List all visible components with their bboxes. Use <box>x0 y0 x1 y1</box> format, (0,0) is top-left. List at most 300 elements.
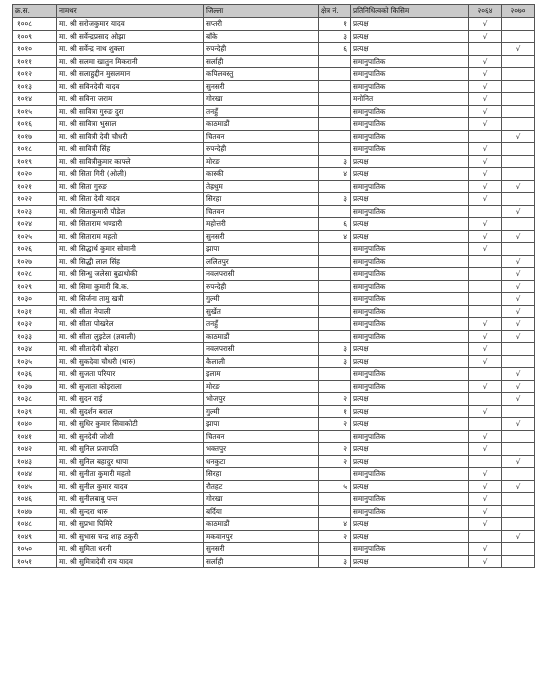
representation-type: समानुपातिक <box>351 68 469 81</box>
check-2070 <box>502 155 535 168</box>
representation-type: समानुपातिक <box>351 118 469 131</box>
check-2070 <box>502 468 535 481</box>
constituency-number: ३ <box>319 193 351 206</box>
constituency-number <box>319 143 351 156</box>
serial-number: १०२३ <box>13 205 57 218</box>
representation-type: प्रत्यक्ष <box>351 18 469 31</box>
member-name: मा. श्री सुमिता धरनी <box>57 543 204 556</box>
constituency-number: २ <box>319 393 351 406</box>
constituency-number <box>319 80 351 93</box>
check-2070: √ <box>502 480 535 493</box>
representation-type: समानुपातिक <box>351 368 469 381</box>
member-name: मा. श्री सुदर्शन बराल <box>57 405 204 418</box>
representation-type: प्रत्यक्ष <box>351 443 469 456</box>
member-name: मा. श्री सविना जराम <box>57 93 204 106</box>
member-name: मा. श्री सीता नेपाली <box>57 305 204 318</box>
serial-number: १०११ <box>13 55 57 68</box>
table-row <box>13 493 535 506</box>
check-2070 <box>502 143 535 156</box>
check-2064: √ <box>469 155 502 168</box>
check-2064: √ <box>469 480 502 493</box>
constituency-number: ३ <box>319 343 351 356</box>
district: सुनसरी <box>204 230 319 243</box>
constituency-number: १ <box>319 405 351 418</box>
district: तनहुँ <box>204 105 319 118</box>
serial-number: १०४० <box>13 418 57 431</box>
header-year-2064: २०६४ <box>469 5 502 18</box>
constituency-number <box>319 330 351 343</box>
district: बाँके <box>204 30 319 43</box>
check-2070: √ <box>502 230 535 243</box>
check-2070: √ <box>502 280 535 293</box>
serial-number: १०१८ <box>13 143 57 156</box>
check-2064: √ <box>469 555 502 568</box>
check-2070: √ <box>502 368 535 381</box>
check-2070 <box>502 343 535 356</box>
check-2070: √ <box>502 180 535 193</box>
check-2070: √ <box>502 305 535 318</box>
member-name: मा. श्री सुनिल बहादुर थापा <box>57 455 204 468</box>
check-2070: √ <box>502 293 535 306</box>
constituency-number <box>319 243 351 256</box>
check-2064: √ <box>469 180 502 193</box>
constituency-number <box>319 255 351 268</box>
district: बर्दिया <box>204 505 319 518</box>
district: सिरहा <box>204 193 319 206</box>
representation-type: मनोनित <box>351 93 469 106</box>
check-2070 <box>502 18 535 31</box>
representation-type: प्रत्यक्ष <box>351 480 469 493</box>
check-2064: √ <box>469 330 502 343</box>
check-2064 <box>469 368 502 381</box>
table-row <box>13 468 535 481</box>
check-2064: √ <box>469 405 502 418</box>
serial-number: १०४३ <box>13 455 57 468</box>
district: नवलपरासी <box>204 268 319 281</box>
check-2070 <box>502 543 535 556</box>
member-name: मा. श्री सरोजकुमार यादव <box>57 18 204 31</box>
member-name: मा. श्री सिद्धी लाल सिंह <box>57 255 204 268</box>
check-2064: √ <box>469 168 502 181</box>
table-row <box>13 30 535 43</box>
constituency-number <box>319 305 351 318</box>
member-name: मा. श्री सिताकुमारी पौडेल <box>57 205 204 218</box>
representation-type: समानुपातिक <box>351 243 469 256</box>
constituency-number: ६ <box>319 43 351 56</box>
representation-type: प्रत्यक्ष <box>351 455 469 468</box>
table-row <box>13 480 535 493</box>
table-row <box>13 168 535 181</box>
table-row <box>13 55 535 68</box>
check-2064: √ <box>469 443 502 456</box>
table-row <box>13 80 535 93</box>
representation-type: प्रत्यक्ष <box>351 355 469 368</box>
table-row <box>13 380 535 393</box>
representation-type: समानुपातिक <box>351 305 469 318</box>
check-2070: √ <box>502 330 535 343</box>
member-name: मा. श्री सिन्धु जलेसा बुढाथोकी <box>57 268 204 281</box>
check-2064: √ <box>469 105 502 118</box>
table-row <box>13 155 535 168</box>
serial-number: १०४१ <box>13 430 57 443</box>
district: कास्की <box>204 168 319 181</box>
table-row <box>13 368 535 381</box>
member-name: मा. श्री सिताराम महतो <box>57 230 204 243</box>
header-row <box>13 5 535 18</box>
table-row <box>13 293 535 306</box>
header-district: जिल्ला <box>204 5 319 18</box>
district: झापा <box>204 243 319 256</box>
member-name: मा. श्री सिता गिरी (ओली) <box>57 168 204 181</box>
district: रुपन्देही <box>204 280 319 293</box>
serial-number: १०३५ <box>13 355 57 368</box>
serial-number: १०१६ <box>13 118 57 131</box>
check-2064 <box>469 305 502 318</box>
district: भक्तपुर <box>204 443 319 456</box>
district: सुनसरी <box>204 543 319 556</box>
table-row <box>13 530 535 543</box>
district: कपिलवस्तु <box>204 68 319 81</box>
check-2064: √ <box>469 380 502 393</box>
representation-type: समानुपातिक <box>351 330 469 343</box>
check-2064: √ <box>469 505 502 518</box>
serial-number: १०१२ <box>13 68 57 81</box>
check-2070 <box>502 518 535 531</box>
member-name: मा. श्री सावित्री सिंह <box>57 143 204 156</box>
serial-number: १०३२ <box>13 318 57 331</box>
constituency-number <box>319 180 351 193</box>
header-year-2070: २०७० <box>502 5 535 18</box>
representation-type: प्रत्यक्ष <box>351 405 469 418</box>
constituency-number: ३ <box>319 155 351 168</box>
representation-type: प्रत्यक्ष <box>351 530 469 543</box>
member-name: मा. श्री सीता पोखरेल <box>57 318 204 331</box>
header-representation-type: प्रतिनिधित्वको किसिम <box>351 5 469 18</box>
serial-number: १०२९ <box>13 280 57 293</box>
representation-type: प्रत्यक्ष <box>351 30 469 43</box>
district: मोरङ <box>204 155 319 168</box>
district: सुर्खेत <box>204 305 319 318</box>
check-2064: √ <box>469 218 502 231</box>
constituency-number <box>319 268 351 281</box>
check-2070 <box>502 93 535 106</box>
check-2064 <box>469 205 502 218</box>
member-name: मा. श्री सुभास चन्द्र शाह ठकुरी <box>57 530 204 543</box>
representation-type: समानुपातिक <box>351 280 469 293</box>
check-2070 <box>502 555 535 568</box>
serial-number: १०४९ <box>13 530 57 543</box>
serial-number: १०१० <box>13 43 57 56</box>
constituency-number <box>319 318 351 331</box>
constituency-number <box>319 505 351 518</box>
check-2064 <box>469 293 502 306</box>
constituency-number: ४ <box>319 168 351 181</box>
check-2064: √ <box>469 355 502 368</box>
table-row <box>13 43 535 56</box>
check-2070 <box>502 193 535 206</box>
serial-number: १०५१ <box>13 555 57 568</box>
check-2070 <box>502 243 535 256</box>
check-2070: √ <box>502 205 535 218</box>
table-row <box>13 505 535 518</box>
check-2064 <box>469 393 502 406</box>
serial-number: १०१९ <box>13 155 57 168</box>
serial-number: १०२२ <box>13 193 57 206</box>
serial-number: १०२६ <box>13 243 57 256</box>
constituency-number <box>319 293 351 306</box>
representation-type: प्रत्यक्ष <box>351 518 469 531</box>
check-2070: √ <box>502 393 535 406</box>
check-2064: √ <box>469 30 502 43</box>
member-name: मा. श्री सुनील कुमार यादव <box>57 480 204 493</box>
representation-type: समानुपातिक <box>351 493 469 506</box>
check-2064: √ <box>469 118 502 131</box>
check-2064: √ <box>469 543 502 556</box>
table-row <box>13 393 535 406</box>
check-2070: √ <box>502 418 535 431</box>
table-row <box>13 255 535 268</box>
constituency-number <box>319 368 351 381</box>
table-row <box>13 443 535 456</box>
constituency-number <box>319 493 351 506</box>
check-2064: √ <box>469 518 502 531</box>
serial-number: १०३६ <box>13 368 57 381</box>
district: कैलाली <box>204 355 319 368</box>
member-name: मा. श्री सिता देवी यादव <box>57 193 204 206</box>
check-2070: √ <box>502 255 535 268</box>
check-2070 <box>502 30 535 43</box>
check-2064: √ <box>469 468 502 481</box>
serial-number: १०२७ <box>13 255 57 268</box>
table-row <box>13 318 535 331</box>
member-name: मा. श्री सिता गुरुङ <box>57 180 204 193</box>
member-name: मा. श्री सुनीता कुमारी महतो <box>57 468 204 481</box>
table-row <box>13 193 535 206</box>
constituency-number <box>319 93 351 106</box>
member-name: मा. श्री सावित्री देवी चौधरी <box>57 130 204 143</box>
constituency-number <box>319 543 351 556</box>
member-name: मा. श्री सुजाता कोइराला <box>57 380 204 393</box>
district: गुल्मी <box>204 405 319 418</box>
check-2070 <box>502 105 535 118</box>
members-table <box>12 4 535 568</box>
check-2070: √ <box>502 455 535 468</box>
table-row <box>13 268 535 281</box>
serial-number: १०४४ <box>13 468 57 481</box>
district: सिरहा <box>204 468 319 481</box>
serial-number: १०३३ <box>13 330 57 343</box>
member-name: मा. श्री सुधिर कुमार सिवाकोटी <box>57 418 204 431</box>
member-name: मा. श्री सुकदेवा चौधरी (थारु) <box>57 355 204 368</box>
district: मोरङ <box>204 380 319 393</box>
member-name: मा. श्री सुदन राई <box>57 393 204 406</box>
constituency-number <box>319 68 351 81</box>
check-2064: √ <box>469 230 502 243</box>
check-2070 <box>502 493 535 506</box>
district: धनकुटा <box>204 455 319 468</box>
serial-number: १०३८ <box>13 393 57 406</box>
representation-type: समानुपातिक <box>351 318 469 331</box>
check-2064 <box>469 418 502 431</box>
member-name: मा. श्री सर्वेन्द्रप्रसाद ओझा <box>57 30 204 43</box>
table-row <box>13 105 535 118</box>
district: रुपन्देही <box>204 43 319 56</box>
serial-number: १०२४ <box>13 218 57 231</box>
constituency-number: २ <box>319 443 351 456</box>
constituency-number: ४ <box>319 518 351 531</box>
check-2070 <box>502 405 535 418</box>
district: इलाम <box>204 368 319 381</box>
serial-number: १०१४ <box>13 93 57 106</box>
representation-type: समानुपातिक <box>351 430 469 443</box>
constituency-number: ५ <box>319 480 351 493</box>
check-2064 <box>469 130 502 143</box>
representation-type: प्रत्यक्ष <box>351 393 469 406</box>
check-2064: √ <box>469 55 502 68</box>
district: भोजपुर <box>204 393 319 406</box>
serial-number: १०४७ <box>13 505 57 518</box>
table-row <box>13 430 535 443</box>
district: चितवन <box>204 130 319 143</box>
serial-number: १०३० <box>13 293 57 306</box>
serial-number: १०१३ <box>13 80 57 93</box>
table-row <box>13 543 535 556</box>
constituency-number <box>319 118 351 131</box>
check-2070: √ <box>502 130 535 143</box>
check-2070 <box>502 118 535 131</box>
member-name: मा. श्री सुन्दरा थारु <box>57 505 204 518</box>
representation-type: समानुपातिक <box>351 143 469 156</box>
constituency-number: १ <box>319 18 351 31</box>
constituency-number <box>319 105 351 118</box>
header-serial: क्र.स. <box>13 5 57 18</box>
serial-number: १००९ <box>13 30 57 43</box>
table-row <box>13 205 535 218</box>
constituency-number <box>319 468 351 481</box>
district: चितवन <box>204 205 319 218</box>
serial-number: १०३१ <box>13 305 57 318</box>
member-name: मा. श्री सावित्रा भुसाल <box>57 118 204 131</box>
representation-type: समानुपातिक <box>351 105 469 118</box>
representation-type: प्रत्यक्ष <box>351 155 469 168</box>
member-name: मा. श्री सिमा कुमारी बि.क. <box>57 280 204 293</box>
table-row <box>13 343 535 356</box>
constituency-number: ३ <box>319 555 351 568</box>
constituency-number <box>319 130 351 143</box>
table-row <box>13 280 535 293</box>
check-2064: √ <box>469 430 502 443</box>
district: झापा <box>204 418 319 431</box>
check-2070: √ <box>502 318 535 331</box>
serial-number: १०१५ <box>13 105 57 118</box>
check-2070 <box>502 218 535 231</box>
serial-number: १०४५ <box>13 480 57 493</box>
representation-type: प्रत्यक्ष <box>351 193 469 206</box>
constituency-number <box>319 380 351 393</box>
check-2064: √ <box>469 493 502 506</box>
serial-number: १०४६ <box>13 493 57 506</box>
representation-type: प्रत्यक्ष <box>351 218 469 231</box>
district: तेह्रथुम <box>204 180 319 193</box>
table-row <box>13 518 535 531</box>
check-2064: √ <box>469 18 502 31</box>
district: रौतहट <box>204 480 319 493</box>
check-2070: √ <box>502 268 535 281</box>
check-2070 <box>502 443 535 456</box>
member-name: मा. श्री सविनदेवी यादव <box>57 80 204 93</box>
check-2064: √ <box>469 143 502 156</box>
constituency-number: २ <box>319 418 351 431</box>
check-2070 <box>502 80 535 93</box>
check-2070 <box>502 168 535 181</box>
member-list-document <box>12 4 534 568</box>
serial-number: १०४८ <box>13 518 57 531</box>
constituency-number <box>319 280 351 293</box>
district: महोत्तरी <box>204 218 319 231</box>
serial-number: १०४२ <box>13 443 57 456</box>
member-name: मा. श्री सुनीलबाबु पन्त <box>57 493 204 506</box>
district: तनहुँ <box>204 318 319 331</box>
member-name: मा. श्री सिताराम भण्डारी <box>57 218 204 231</box>
member-name: मा. श्री सीतादेवी बोहरा <box>57 343 204 356</box>
check-2070: √ <box>502 380 535 393</box>
district: सप्तरी <box>204 18 319 31</box>
table-row <box>13 330 535 343</box>
district: काठमाडौं <box>204 330 319 343</box>
representation-type: समानुपातिक <box>351 468 469 481</box>
check-2070 <box>502 68 535 81</box>
representation-type: समानुपातिक <box>351 543 469 556</box>
check-2064 <box>469 255 502 268</box>
representation-type: समानुपातिक <box>351 255 469 268</box>
constituency-number <box>319 55 351 68</box>
check-2070: √ <box>502 530 535 543</box>
serial-number: १०५० <box>13 543 57 556</box>
district: गुल्मी <box>204 293 319 306</box>
check-2064: √ <box>469 68 502 81</box>
table-row <box>13 305 535 318</box>
member-name: मा. श्री सुनिल प्रजापति <box>57 443 204 456</box>
serial-number: १०२५ <box>13 230 57 243</box>
serial-number: १०२८ <box>13 268 57 281</box>
member-name: मा. श्री सावित्रा गुरुङ दुरा <box>57 105 204 118</box>
serial-number: १०३९ <box>13 405 57 418</box>
representation-type: समानुपातिक <box>351 505 469 518</box>
district: चितवन <box>204 430 319 443</box>
check-2064: √ <box>469 243 502 256</box>
check-2064 <box>469 268 502 281</box>
table-row <box>13 180 535 193</box>
member-name: मा. श्री सुप्रभा घिमिरे <box>57 518 204 531</box>
check-2070 <box>502 505 535 518</box>
check-2064 <box>469 43 502 56</box>
check-2070 <box>502 355 535 368</box>
table-row <box>13 243 535 256</box>
district: काठमाडौं <box>204 518 319 531</box>
table-row <box>13 555 535 568</box>
table-row <box>13 218 535 231</box>
check-2070 <box>502 55 535 68</box>
check-2070: √ <box>502 43 535 56</box>
district: सर्लाही <box>204 55 319 68</box>
table-row <box>13 230 535 243</box>
serial-number: १०१७ <box>13 130 57 143</box>
member-name: मा. श्री सिर्जना तामु खत्री <box>57 293 204 306</box>
constituency-number: ४ <box>319 230 351 243</box>
constituency-number: २ <box>319 530 351 543</box>
constituency-number <box>319 430 351 443</box>
district: सर्लाही <box>204 555 319 568</box>
